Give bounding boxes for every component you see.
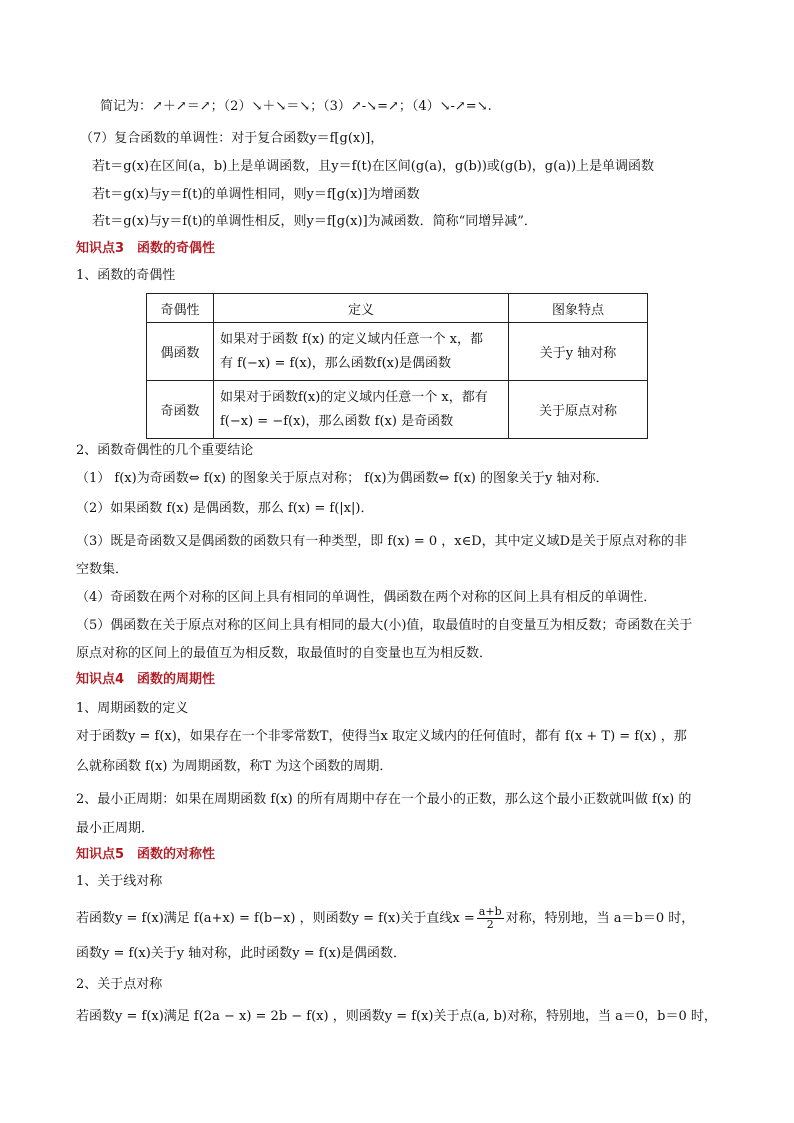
fraction-denominator: 2 [486,918,494,931]
subsection-periodic-definition: 1、周期函数的定义 [76,701,189,716]
minimal-period-line-2: 最小正周期． [76,821,155,836]
conclusion-4: （4）奇函数在两个对称的区间上具有相同的单调性，偶函数在两个对称的区间上具有相反的单调性． [76,590,657,605]
composite-decreasing-line: 若t＝g(x)与y＝f(t)的单调性相反，则y＝f[g(x)]为减函数．简称“同增异减”． [92,214,537,229]
line-symmetry-text-a: 若函数y = f(x)满足 f(a+x) = f(b−x) ，则函数y = f(x)关于直线x = [76,911,475,926]
table-row [147,381,648,439]
line-symmetry-statement [76,906,694,931]
definition-line: 如果对于函数f(x)的定义域内任意一个 x，都有 [220,389,488,405]
table-cell-definition [214,381,509,439]
table-row [147,323,648,381]
conclusion-1: （1） f(x)为奇函数⇔ f(x) 的图象关于原点对称； f(x)为偶函数⇔ f(x) 的图象关于y 轴对称． [76,471,609,486]
table-cell-feature: 关于原点对称 [509,381,648,439]
monotonic-summary-line: 简记为：↗＋↗＝↗；（2）↘＋↘＝↘；（3）↗-↘=↗；（4）↘-↗=↘. [100,99,492,114]
definition-line: 如果对于函数 f(x) 的定义域内任意一个 x，都 [220,331,484,347]
subsection-point-symmetry: 2、关于点对称 [76,977,163,992]
line-symmetry-special-case: 函数y = f(x)关于y 轴对称，此时函数y = f(x)是偶函数． [76,946,407,961]
conclusion-5-line-2: 原点对称的区间上的最值互为相反数，取最值时的自变量也互为相反数． [76,646,493,661]
table-cell-type: 奇函数 [147,381,214,439]
conclusion-2: （2）如果函数 f(x) 是偶函数，那么 f(x) = f(|x|)． [76,501,374,516]
section-heading-periodicity: 知识点4 函数的周期性 [76,672,216,687]
composite-function-intro: （7）复合函数的单调性：对于复合函数y＝f[g(x)]， [80,131,384,146]
table-cell-feature: 关于y 轴对称 [509,323,648,381]
minimal-period-line-1: 2、最小正周期：如果在周期函数 f(x) 的所有周期中存在一个最小的正数，那么这个最小正数就叫做 f(x) 的 [76,792,692,807]
table-header-cell: 图象特点 [509,294,648,323]
composite-condition-line: 若t＝g(x)在区间(a，b)上是单调函数，且y＝f(t)在区间(g(a)，g(b))或(g(b)，g(a))上是单调函数 [92,159,655,174]
fraction-numerator: a+b [478,905,502,918]
periodic-definition-line-1: 对于函数y = f(x)，如果存在一个非零常数T，使得当x 取定义域内的任何值时，都有 f(x + T) = f(x) ，那 [76,729,687,744]
table-cell-type: 偶函数 [147,323,214,381]
definition-line: f(−x) = −f(x)，那么函数 f(x) 是奇函数 [220,413,454,429]
line-symmetry-text-b: 对称，特别地，当 a＝b＝0 时， [505,911,695,926]
subsection-parity-conclusions: 2、函数奇偶性的几个重要结论 [76,443,254,458]
composite-increasing-line: 若t＝g(x)与y＝f(t)的单调性相同，则y＝f[g(x)]为增函数 [92,187,420,202]
section-heading-parity: 知识点3 函数的奇偶性 [76,241,216,256]
definition-line: 有 f(−x) = f(x)，那么函数f(x)是偶函数 [220,355,452,371]
periodic-definition-line-2: 么就称函数 f(x) 为周期函数，称T 为这个函数的周期． [76,759,393,774]
point-symmetry-statement: 若函数y = f(x)满足 f(2a − x) = 2b − f(x) ，则函数y = f(x)关于点(a, b)对称，特别地，当 a＝0，b＝0 时， [76,1009,717,1024]
fraction-a-plus-b-over-2 [477,906,504,931]
table-cell-definition [214,323,509,381]
subsection-parity-title: 1、函数的奇偶性 [76,268,176,283]
subsection-line-symmetry: 1、关于线对称 [76,874,163,889]
table-header-cell: 定义 [214,294,509,323]
conclusion-3-line-2: 空数集． [76,562,129,577]
section-heading-symmetry: 知识点5 函数的对称性 [76,847,216,862]
conclusion-3-line-1: （3）既是奇函数又是偶函数的函数只有一种类型，即 f(x) = 0 ，x∈D，其中定义域D是关于原点对称的非 [76,534,688,549]
table-header-row [147,294,648,323]
parity-table [146,293,648,439]
conclusion-5-line-1: （5）偶函数在关于原点对称的区间上具有相同的最大(小)值，取最值时的自变量互为相反数；奇函数在关于 [76,618,693,633]
table-header-cell: 奇偶性 [147,294,214,323]
